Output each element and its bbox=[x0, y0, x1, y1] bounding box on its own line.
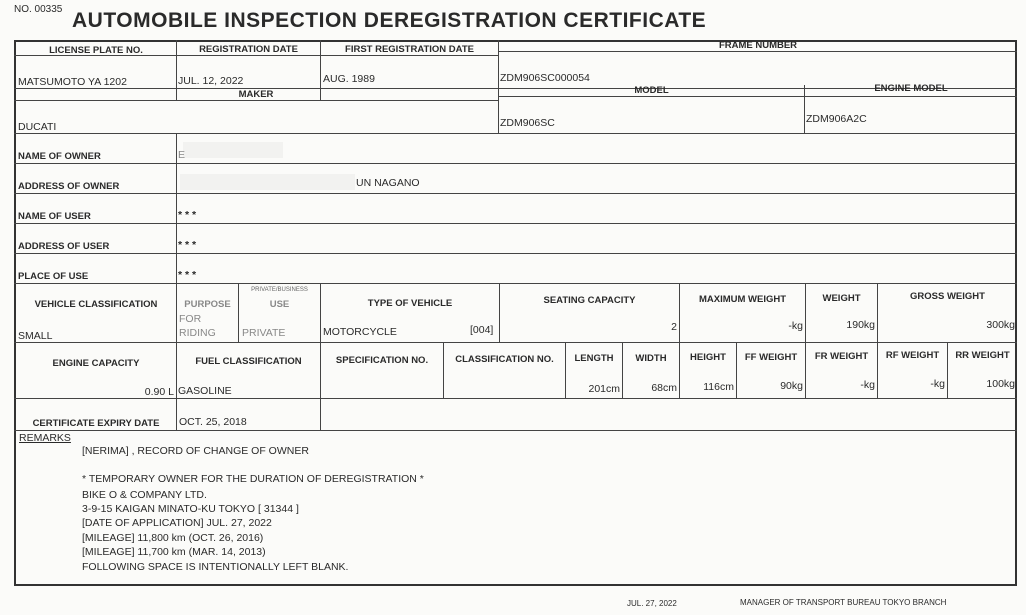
license-plate-value: MATSUMOTO YA 1202 bbox=[18, 76, 127, 88]
type-of-vehicle-label: TYPE OF VEHICLE bbox=[367, 298, 453, 309]
issuer-title: MANAGER OF TRANSPORT BUREAU TOKYO BRANCH bbox=[740, 598, 947, 607]
fuel-classification-value: GASOLINE bbox=[178, 385, 232, 397]
remark-line: * TEMPORARY OWNER FOR THE DURATION OF DEREGISTRATION * bbox=[82, 473, 424, 485]
weight-label: WEIGHT bbox=[822, 293, 861, 304]
license-plate-label: LICENSE PLATE NO. bbox=[49, 45, 143, 56]
redacted-area bbox=[180, 174, 355, 190]
address-of-user-value: * * * bbox=[178, 239, 197, 251]
purpose-value-line2: RIDING bbox=[179, 327, 216, 339]
rule bbox=[14, 398, 1017, 399]
address-of-owner-value: UN NAGANO bbox=[356, 177, 420, 189]
rr-weight-label: RR WEIGHT bbox=[955, 350, 1010, 361]
maker-value: DUCATI bbox=[18, 121, 57, 133]
weight-value: 190kg bbox=[846, 319, 875, 331]
rr-weight-value: 100kg bbox=[986, 378, 1015, 390]
fr-weight-value: -kg bbox=[860, 379, 875, 391]
remark-line: [MILEAGE] 11,800 km (OCT. 26, 2016) bbox=[82, 532, 264, 544]
doc-number: NO. 00335 bbox=[14, 4, 63, 15]
certificate-expiry-value: OCT. 25, 2018 bbox=[179, 416, 247, 428]
remarks-heading: REMARKS bbox=[19, 432, 71, 444]
redacted-area bbox=[183, 142, 283, 158]
remark-line: [NERIMA] , RECORD OF CHANGE OF OWNER bbox=[82, 445, 309, 457]
frame-number-value: ZDM906SC000054 bbox=[500, 72, 590, 84]
model-label: MODEL bbox=[634, 85, 669, 96]
issue-date: JUL. 27, 2022 bbox=[627, 599, 677, 608]
rule bbox=[499, 96, 1017, 97]
rule bbox=[14, 342, 1017, 343]
name-of-user-value: * * * bbox=[178, 209, 197, 221]
maximum-weight-label: MAXIMUM WEIGHT bbox=[698, 294, 787, 305]
height-value: 116cm bbox=[703, 381, 734, 393]
rule bbox=[14, 430, 1017, 431]
length-label: LENGTH bbox=[574, 353, 614, 364]
seating-capacity-value: 2 bbox=[671, 321, 677, 333]
purpose-value-line1: FOR bbox=[179, 313, 202, 325]
vehicle-classification-value: SMALL bbox=[18, 330, 53, 342]
name-of-user-label: NAME OF USER bbox=[18, 211, 91, 222]
rule bbox=[14, 163, 1017, 164]
rule bbox=[443, 342, 444, 398]
rule bbox=[499, 283, 500, 342]
registration-date-label: REGISTRATION DATE bbox=[199, 44, 298, 55]
gross-weight-label: GROSS WEIGHT bbox=[910, 291, 985, 302]
address-of-owner-label: ADDRESS OF OWNER bbox=[18, 181, 120, 192]
fr-weight-label: FR WEIGHT bbox=[814, 351, 869, 362]
width-value: 68cm bbox=[651, 382, 677, 394]
type-of-vehicle-value: MOTORCYCLE bbox=[323, 326, 397, 338]
first-registration-date-value: AUG. 1989 bbox=[323, 73, 375, 85]
fuel-classification-label: FUEL CLASSIFICATION bbox=[195, 356, 302, 367]
remark-line: [DATE OF APPLICATION] JUL. 27, 2022 bbox=[82, 517, 272, 529]
address-of-user-label: ADDRESS OF USER bbox=[18, 241, 110, 252]
length-value: 201cm bbox=[588, 383, 620, 395]
remark-line: 3-9-15 KAIGAN MINATO-KU TOKYO [ 31344 ] bbox=[82, 503, 299, 515]
vehicle-classification-label: VEHICLE CLASSIFICATION bbox=[34, 299, 158, 310]
model-value: ZDM906SC bbox=[500, 117, 555, 129]
maker-label: MAKER bbox=[238, 89, 274, 100]
engine-capacity-value: 0.90 L bbox=[144, 386, 174, 398]
use-label: USE bbox=[269, 299, 290, 310]
rule bbox=[14, 253, 1017, 254]
rule bbox=[176, 133, 177, 342]
height-label: HEIGHT bbox=[690, 352, 726, 363]
first-registration-date-label: FIRST REGISTRATION DATE bbox=[345, 44, 474, 55]
place-of-use-value: * * * bbox=[178, 269, 197, 281]
rule bbox=[14, 133, 1017, 134]
rf-weight-value: -kg bbox=[930, 378, 945, 390]
rule bbox=[14, 223, 1017, 224]
frame-number-label: FRAME NUMBER bbox=[718, 40, 798, 51]
rule bbox=[14, 193, 1017, 194]
remark-line: [MILEAGE] 11,700 km (MAR. 14, 2013) bbox=[82, 546, 266, 558]
rf-weight-label: RF WEIGHT bbox=[885, 350, 940, 361]
type-code-value: [004] bbox=[470, 324, 494, 336]
purpose-label: PURPOSE bbox=[184, 299, 231, 310]
ff-weight-label: FF WEIGHT bbox=[744, 352, 798, 363]
engine-capacity-label: ENGINE CAPACITY bbox=[52, 358, 140, 369]
certificate-expiry-label: CERTIFICATE EXPIRY DATE bbox=[32, 418, 160, 429]
seating-capacity-label: SEATING CAPACITY bbox=[543, 295, 636, 306]
remark-line: BIKE O & COMPANY LTD. bbox=[82, 489, 207, 501]
ff-weight-value: 90kg bbox=[780, 380, 803, 392]
place-of-use-label: PLACE OF USE bbox=[18, 271, 89, 282]
name-of-owner-label: NAME OF OWNER bbox=[18, 151, 101, 162]
specification-no-label: SPECIFICATION NO. bbox=[335, 355, 429, 366]
engine-model-value: ZDM906A2C bbox=[806, 113, 867, 125]
rule bbox=[14, 283, 1017, 284]
classification-no-label: CLASSIFICATION NO. bbox=[455, 354, 554, 365]
gross-weight-value: 300kg bbox=[986, 319, 1015, 331]
rule bbox=[499, 51, 1017, 52]
page-title: AUTOMOBILE INSPECTION DEREGISTRATION CERTIFICATE bbox=[72, 9, 707, 32]
rule bbox=[14, 100, 498, 101]
remark-line: FOLLOWING SPACE IS INTENTIONALLY LEFT BLANK. bbox=[82, 561, 349, 573]
registration-date-value: JUL. 12, 2022 bbox=[178, 75, 244, 87]
width-label: WIDTH bbox=[635, 353, 667, 364]
maximum-weight-value: -kg bbox=[788, 320, 803, 332]
engine-model-label: ENGINE MODEL bbox=[874, 83, 948, 94]
use-value: PRIVATE bbox=[242, 327, 286, 339]
name-of-owner-value: E bbox=[178, 149, 186, 161]
private-business-label: PRIVATE/BUSINESS bbox=[251, 287, 308, 293]
